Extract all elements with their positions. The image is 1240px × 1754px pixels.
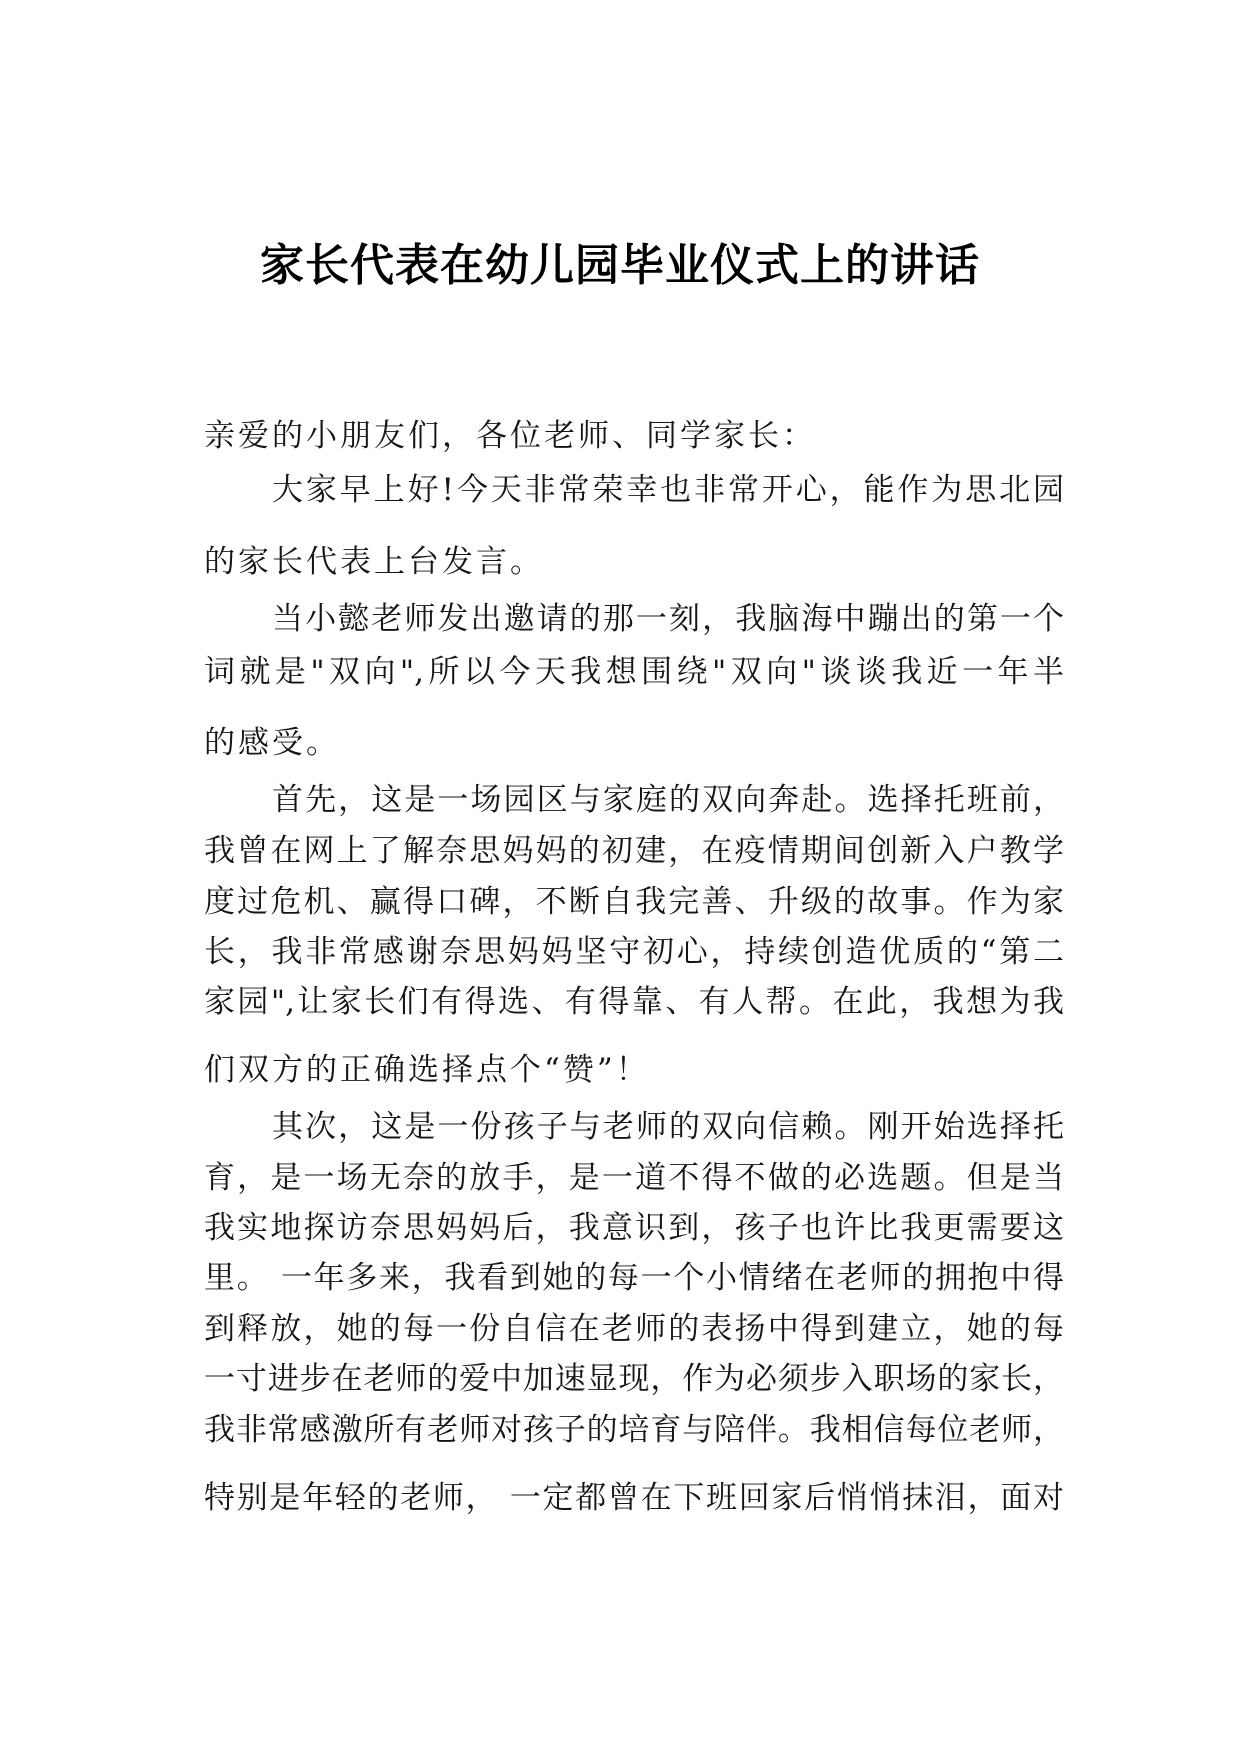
paragraph-4-line-5: 到释放，她的每一份自信在老师的表扬中得到建立，她的每 [204, 1311, 1064, 1347]
paragraph-4-line-1: 其次，这是一份孩子与老师的双向信赖。刚开始选择托 [272, 1109, 1064, 1145]
paragraph-4-line-4: 里。 一年多来，我看到她的每一个小情绪在老师的拥抱中得 [204, 1260, 1064, 1296]
paragraph-3-line-2: 我曾在网上了解奈思妈妈的初建，在疫情期间创新入户教学 [204, 833, 1064, 869]
paragraph-1-line-1: 大家早上好!今天非常荣幸也非常开心，能作为思北园 [272, 472, 1064, 508]
paragraph-2-line-1: 当小懿老师发出邀请的那一刻，我脑海中蹦出的第一个 [272, 601, 1064, 637]
paragraph-2-line-3: 的感受。 [204, 725, 340, 761]
paragraph-3-line-3: 度过危机、赢得口碑，不断自我完善、升级的故事。作为家 [204, 884, 1064, 920]
paragraph-3-line-6: 们双方的正确选择点个“赞”！ [204, 1052, 650, 1088]
document-title: 家长代表在幼儿园毕业仪式上的讲话 [260, 240, 980, 291]
paragraph-4-line-2: 育，是一场无奈的放手，是一道不得不做的必选题。但是当 [204, 1160, 1064, 1196]
paragraph-4-line-7: 我非常感激所有老师对孩子的培育与陪伴。我相信每位老师， [204, 1412, 1064, 1448]
paragraph-3-line-5: 家园",让家长们有得选、有得靠、有人帮。在此，我想为我 [204, 984, 1064, 1020]
paragraph-4-line-8: 特别是年轻的老师， 一定都曾在下班回家后悄悄抹泪，面对 [204, 1480, 1064, 1516]
paragraph-4-line-6: 一寸进步在老师的爱中加速显现，作为必须步入职场的家长， [204, 1361, 1064, 1397]
paragraph-2-line-2: 词就是"双向",所以今天我想围绕"双向"谈谈我近一年半 [204, 654, 1064, 690]
salutation: 亲爱的小朋友们，各位老师、同学家长： [204, 418, 816, 454]
paragraph-3-line-1: 首先，这是一场园区与家庭的双向奔赴。选择托班前， [272, 782, 1064, 818]
paragraph-3-line-4: 长，我非常感谢奈思妈妈坚守初心，持续创造优质的“第二 [204, 934, 1064, 970]
paragraph-4-line-3: 我实地探访奈思妈妈后，我意识到，孩子也许比我更需要这 [204, 1210, 1064, 1246]
paragraph-1-line-2: 的家长代表上台发言。 [204, 544, 544, 580]
